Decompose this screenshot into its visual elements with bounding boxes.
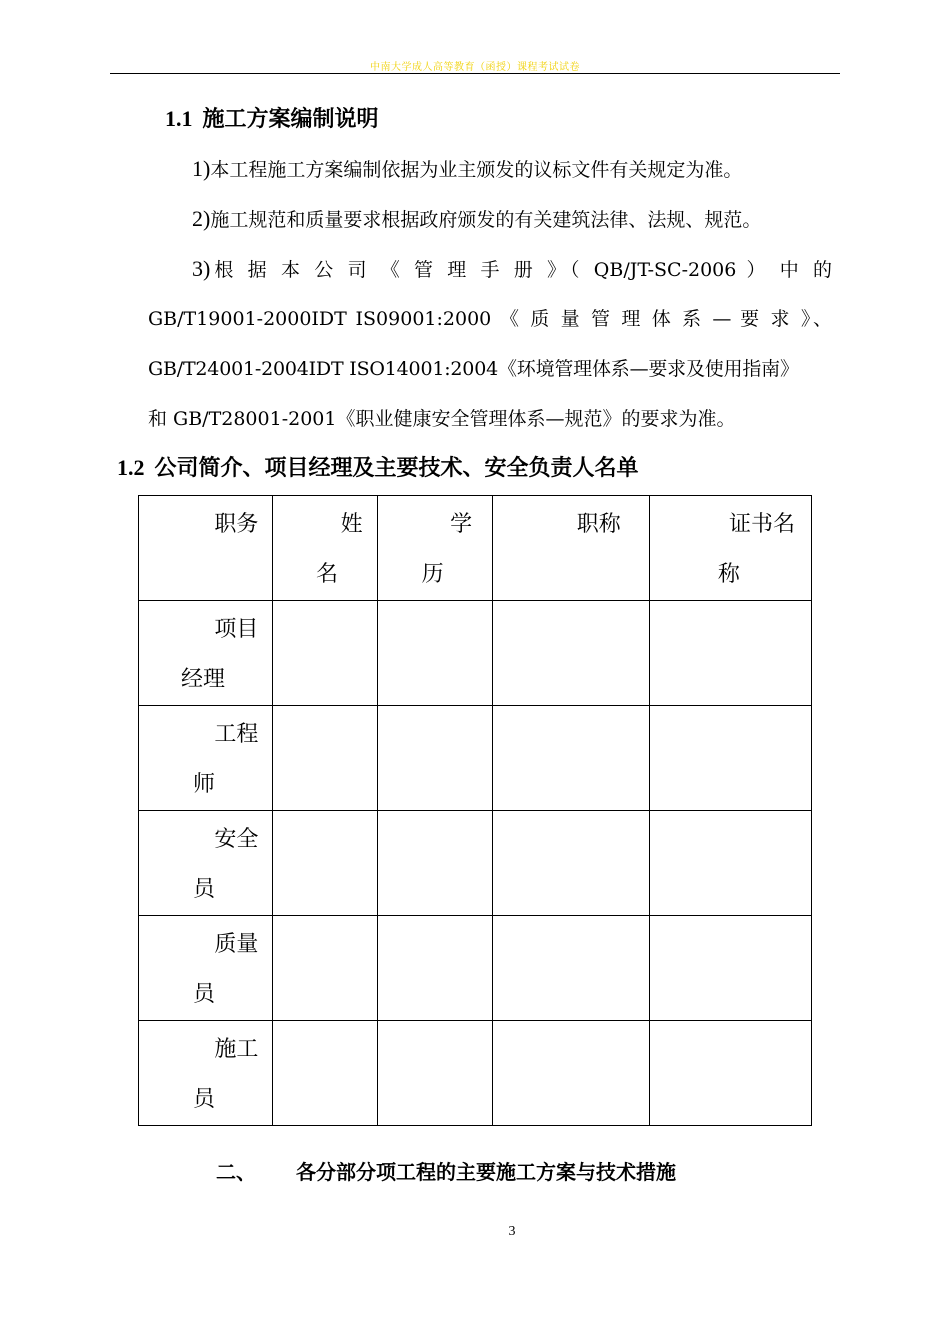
header-position-label: 职务 xyxy=(214,512,259,537)
section-1-2-number: 1.2 xyxy=(117,455,145,480)
table-cell xyxy=(493,811,650,916)
header-title-label: 职称 xyxy=(576,512,621,537)
item-2-text: 施工规范和质量要求根据政府颁发的有关建筑法律、法规、规范。 xyxy=(210,209,762,231)
table-cell xyxy=(273,706,377,811)
table-cell xyxy=(649,706,811,811)
header-name-l2: 名 xyxy=(315,562,338,587)
table-cell xyxy=(273,811,377,916)
section-1-2-title: 公司简介、项目经理及主要技术、安全负责人名单 xyxy=(154,456,639,481)
header-cell-position xyxy=(139,496,273,601)
row-3-label-l2: 员 xyxy=(193,877,216,902)
page-number: 3 xyxy=(508,1224,516,1239)
row-label-cell xyxy=(139,811,273,916)
header-certificate-l1: 证书名 xyxy=(728,512,795,537)
row-1-label-l1: 项目 xyxy=(214,617,259,642)
table-row xyxy=(139,811,812,916)
item-3-line-1-text: 根 据 本 公 司 《 管 理 手 册 》（ QB/JT-SC-2006 ） 中 的 xyxy=(210,259,832,281)
row-2-label-l2: 师 xyxy=(193,772,216,797)
section-1-1-heading xyxy=(165,102,379,133)
table-cell xyxy=(377,601,492,706)
header-rule xyxy=(110,73,840,74)
row-label-cell xyxy=(139,601,273,706)
row-label-cell xyxy=(139,706,273,811)
header-education-l2: 历 xyxy=(421,562,444,587)
header-cell-title xyxy=(493,496,650,601)
item-2 xyxy=(192,194,842,245)
row-5-label-l1: 施工 xyxy=(214,1037,259,1062)
header-cell-name xyxy=(273,496,377,601)
row-label-cell xyxy=(139,1021,273,1126)
table-cell xyxy=(273,916,377,1021)
item-2-index: 2) xyxy=(192,206,211,231)
table-cell xyxy=(377,1021,492,1126)
section-1-2-heading xyxy=(117,451,639,482)
table-row xyxy=(139,1021,812,1126)
item-3-line-4: 和 GB/T28001-2001《职业健康安全管理体系—规范》的要求为准。 xyxy=(148,408,736,430)
section-2-title: 各分部分项工程的主要施工方案与技术措施 xyxy=(296,1160,676,1184)
row-3-label-l1: 安全 xyxy=(214,827,259,852)
table-cell xyxy=(493,706,650,811)
row-2-label-l1: 工程 xyxy=(214,722,259,747)
table-row xyxy=(139,601,812,706)
table-cell xyxy=(493,601,650,706)
item-3-line-3: GB/T24001-2004IDT ISO14001:2004《环境管理体系—要求及使用指南》 xyxy=(148,358,799,380)
section-1-1-number: 1.1 xyxy=(165,106,193,131)
table-cell xyxy=(649,1021,811,1126)
header-cell-education xyxy=(377,496,492,601)
row-1-label-l2: 经理 xyxy=(181,667,226,692)
row-4-label-l1: 质量 xyxy=(214,932,259,957)
header-education-l1: 学 xyxy=(450,512,473,537)
table-cell xyxy=(377,916,492,1021)
table-cell xyxy=(493,1021,650,1126)
table-cell xyxy=(377,811,492,916)
header-name-l1: 姓 xyxy=(340,512,363,537)
table-cell xyxy=(649,601,811,706)
page-header-title: 中南大学成人高等教育（函授）课程考试试卷 xyxy=(370,62,580,73)
row-4-label-l2: 员 xyxy=(193,982,216,1007)
item-1-text: 本工程施工方案编制依据为业主颁发的议标文件有关规定为准。 xyxy=(210,159,743,181)
table-header-row xyxy=(139,496,812,601)
table-cell xyxy=(493,916,650,1021)
item-3-line-2: GB/T19001-2000IDT IS09001:2000 《 质 量 管 理 体 系 — 要 求 》、 xyxy=(148,308,832,330)
item-1 xyxy=(192,144,842,195)
header-certificate-l2: 称 xyxy=(717,562,740,587)
table-cell xyxy=(273,1021,377,1126)
table-cell xyxy=(377,706,492,811)
table-row xyxy=(139,706,812,811)
table-row xyxy=(139,916,812,1021)
header-cell-certificate xyxy=(649,496,811,601)
item-3-line-1 xyxy=(192,244,832,295)
row-label-cell xyxy=(139,916,273,1021)
staff-table xyxy=(138,495,812,1126)
section-2-heading xyxy=(216,1156,676,1185)
section-2-number: 二、 xyxy=(216,1160,256,1184)
row-5-label-l2: 员 xyxy=(193,1087,216,1112)
item-1-index: 1) xyxy=(192,156,211,181)
table-cell xyxy=(649,916,811,1021)
section-1-1-title: 施工方案编制说明 xyxy=(202,107,379,132)
table-cell xyxy=(273,601,377,706)
table-cell xyxy=(649,811,811,916)
item-3-index: 3) xyxy=(192,256,211,281)
